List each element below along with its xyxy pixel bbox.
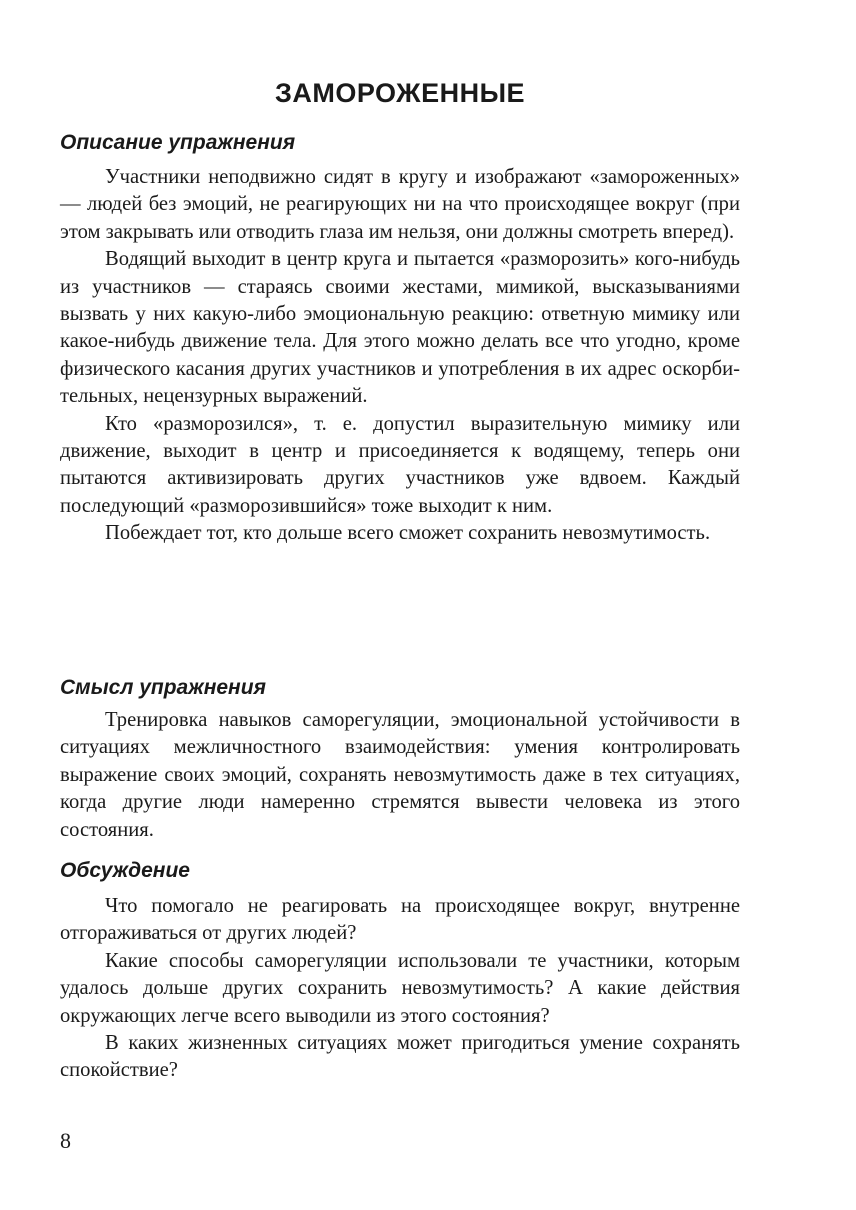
page-number: 8: [60, 1128, 71, 1153]
page-title: ЗАМОРОЖЕННЫЕ: [274, 78, 526, 108]
section-body-meaning: [60, 707, 740, 844]
paragraph: Кто «разморозился», т. е. допустил выразительную мимику или движение, выходит в центр и присоединяется к водящему, теперь они пытаются активизировать других участников уже вдвоем. Каждый последующий «разморозившийся» тоже выходит к ним.: [60, 412, 740, 517]
paragraph: Побеждает тот, кто дольше всего сможет сохранить невозмутимость.: [105, 522, 711, 545]
section-heading-discussion: Обсуждение: [60, 859, 190, 882]
paragraph: Какие способы саморегуляции использовали те участники, которым удалось дольше других сохранить невозмутимость? А какие действия окружающих легче всего выводили из этого состояния?: [60, 949, 740, 1027]
paragraph: Что помогало не реагировать на происходящее вокруг, внутренне отгораживаться от других людей?: [60, 895, 740, 945]
section-heading-description: Описание упражнения: [60, 131, 296, 154]
paragraph: Участники неподвижно сидят в кругу и изображают «замороженных» — людей без эмоций, не реагирующих ни на что происходящее вокруг (при этом закрывать или отводить глаза им нельзя, они должны смотреть вперед).: [60, 166, 740, 243]
section-heading-meaning: Смысл упражнения: [60, 676, 266, 699]
paragraph: В каких жизненных ситуациях может пригодиться умение сохранять спокойствие?: [60, 1032, 740, 1082]
section-body-description: [60, 164, 740, 548]
paragraph: Водящий выходит в центр круга и пытается «разморозить» кого-нибудь из участников — стараясь своими жестами, мимикой, высказываниями вызвать у них какую-либо эмоциональную реакцию: ответную мимику или какое-нибудь движение тела. Для этого можно делать все что угодно, кроме физического касания других участников и употребления в их адрес оскорбительных, нецензурных выражений.: [60, 248, 740, 408]
paragraph: Тренировка навыков саморегуляции, эмоциональной устойчивости в ситуациях межличностного взаимодействия: умения контролировать выражение своих эмоций, сохранять невозмутимость даже в тех ситуациях, когда другие люди намеренно стремятся вывести человека из этого состояния.: [60, 709, 740, 841]
section-body-discussion: [60, 893, 740, 1085]
